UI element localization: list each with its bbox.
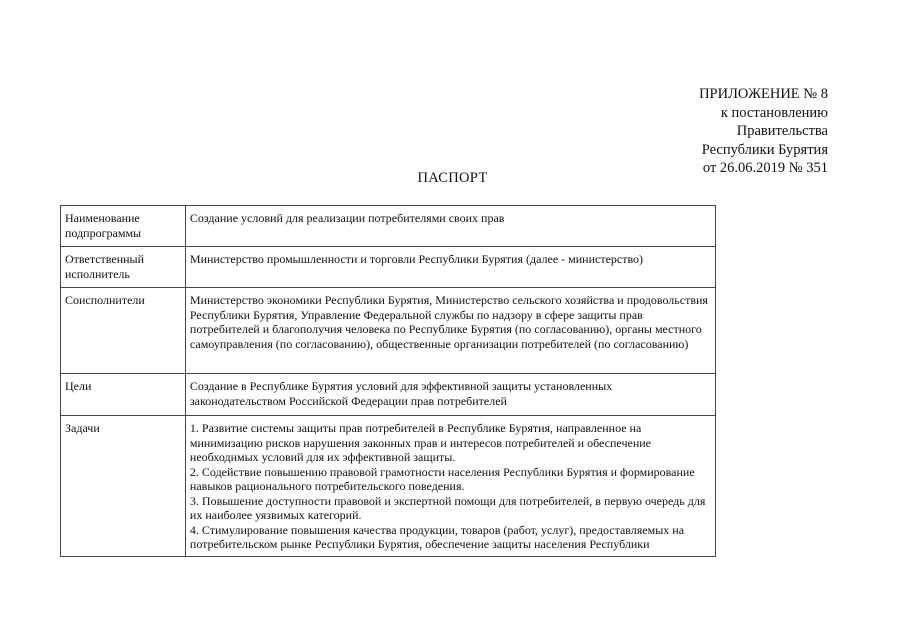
row-label: Ответственный исполнитель (61, 247, 186, 288)
row-label: Соисполнители (61, 288, 186, 374)
task-item: 3. Повышение доступности правовой и экспертной помощи для потребителей, в первую очередь для их наиболее уязвимых категорий. (189, 493, 706, 522)
row-label: Задачи (61, 416, 186, 557)
passport-table (60, 205, 716, 557)
row-label: Цели (61, 374, 186, 416)
table-row (61, 288, 716, 374)
table-row (61, 416, 716, 557)
task-item: 1. Развитие системы защиты прав потребителей в Республике Бурятия, направленное на минимизацию рисков нарушения законных прав и интересов потребителей и обеспечение необходимых условий для их эффективной защиты. (189, 421, 651, 464)
appendix-line: Правительства (736, 123, 828, 139)
task-item: 4. Стимулирование повышения качества продукции, товаров (работ, услуг), предоставляемых на потребительском рынке Республики Бурятия, обеспечение защиты населения Республики (189, 522, 685, 551)
table-row (61, 206, 716, 247)
table-row (61, 247, 716, 288)
row-label: Наименование подпрограммы (61, 206, 186, 247)
appendix-line: Республики Бурятия (701, 141, 828, 158)
row-value: Министерство экономики Республики Бурятия, Министерство сельского хозяйства и продовольствия Республики Бурятия, Управление Федеральной службы по надзору в сфере защиты прав потребителей и благополучия человека по Республике Бурятия (по согласованию), органы местного самоуправления (по согласованию), общественные организации потребителей (по согласованию) (185, 288, 715, 374)
appendix-line: ПРИЛОЖЕНИЕ № 8 (699, 86, 828, 102)
tasks-list (185, 416, 715, 557)
appendix-line: от 26.06.2019 № 351 (702, 160, 828, 176)
appendix-block (568, 85, 828, 178)
table-row (61, 374, 716, 416)
task-item: 2. Содействие повышению правовой грамотности населения Республики Бурятия и формирование навыков рационального потребительского поведения. (189, 464, 695, 493)
row-value: Создание в Республике Бурятия условий для эффективной защиты установленных законодательством Российской Федерации прав потребителей (185, 374, 715, 416)
document-title: ПАСПОРТ (417, 170, 488, 186)
appendix-line: к постановлению (720, 104, 828, 121)
row-value: Министерство промышленности и торговли Республики Бурятия (далее - министерство) (185, 247, 715, 288)
row-value: Создание условий для реализации потребителями своих прав (185, 206, 715, 247)
